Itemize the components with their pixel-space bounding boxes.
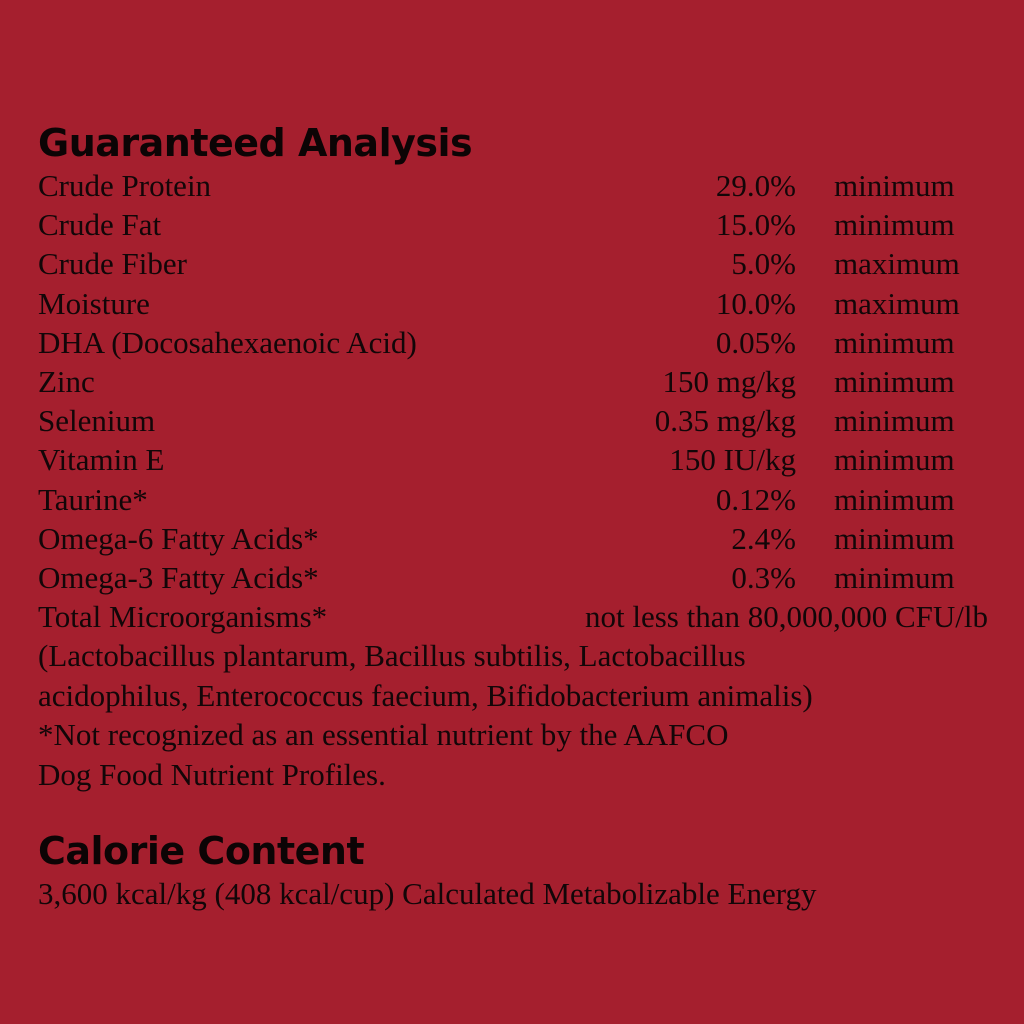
footnote-line-2: Dog Food Nutrient Profiles.: [38, 756, 386, 792]
calorie-text: 3,600 kcal/kg (408 kcal/cup) Calculated Metabolizable Energy: [38, 876, 817, 912]
row-name: DHA (Docosahexaenoic Acid): [38, 324, 417, 360]
analysis-table: [38, 166, 988, 597]
guaranteed-analysis-heading: Guaranteed Analysis: [38, 121, 473, 165]
row-amount: 29.0%: [715, 168, 796, 203]
row-name: Moisture: [38, 285, 150, 321]
row-qualifier: minimum: [834, 207, 955, 243]
analysis-row: [38, 519, 988, 558]
row-amount: 150 mg/kg: [662, 363, 796, 399]
nutrition-panel: [38, 120, 988, 914]
analysis-row: [38, 401, 988, 440]
row-name: Crude Fiber: [38, 246, 187, 282]
strains-line-2: acidophilus, Enterococcus faecium, Bifidobacterium animalis): [38, 677, 813, 713]
row-name: Omega-3 Fatty Acids*: [38, 559, 319, 595]
row-qualifier: minimum: [834, 559, 955, 595]
analysis-row: [38, 166, 988, 205]
row-amount: 5.0%: [731, 246, 796, 282]
row-amount: 150 IU/kg: [669, 442, 796, 478]
row-amount: 0.05%: [715, 324, 796, 360]
row-name: Omega-6 Fatty Acids*: [38, 520, 319, 556]
analysis-row: [38, 205, 988, 244]
row-name: Vitamin E: [38, 442, 165, 478]
footnote-line-1: *Not recognized as an essential nutrient by the AAFCO: [38, 717, 729, 753]
row-qualifier: minimum: [834, 168, 955, 203]
analysis-row: [38, 440, 988, 479]
row-name: Crude Protein: [38, 168, 212, 203]
row-amount: 10.0%: [715, 285, 796, 321]
row-qualifier: maximum: [834, 285, 960, 321]
row-amount: 15.0%: [715, 207, 796, 243]
row-amount: not less than 80,000,000 CFU/lb: [584, 599, 988, 635]
analysis-row: [38, 244, 988, 283]
analysis-row: [38, 284, 988, 323]
microorganisms-row: [38, 597, 988, 636]
row-amount: 2.4%: [731, 520, 796, 556]
row-name: Taurine*: [38, 481, 148, 517]
row-qualifier: maximum: [834, 246, 960, 282]
row-qualifier: minimum: [834, 442, 955, 478]
row-qualifier: minimum: [834, 520, 955, 556]
row-qualifier: minimum: [834, 363, 955, 399]
row-name: Crude Fat: [38, 207, 162, 243]
row-amount: 0.35 mg/kg: [654, 403, 796, 439]
row-name: Total Microorganisms*: [38, 599, 328, 635]
strains-line-1: (Lactobacillus plantarum, Bacillus subtilis, Lactobacillus: [38, 638, 746, 674]
row-qualifier: minimum: [834, 481, 955, 517]
row-qualifier: minimum: [834, 403, 955, 439]
section-spacer: [38, 794, 988, 828]
row-amount: 0.3%: [731, 559, 796, 595]
row-qualifier: minimum: [834, 324, 955, 360]
analysis-row: [38, 362, 988, 401]
row-name: Zinc: [38, 363, 95, 399]
row-name: Selenium: [38, 403, 156, 439]
row-amount: 0.12%: [715, 481, 796, 517]
calorie-content-heading: Calorie Content: [38, 829, 365, 874]
analysis-row: [38, 558, 988, 597]
analysis-row: [38, 323, 988, 362]
analysis-row: [38, 480, 988, 519]
